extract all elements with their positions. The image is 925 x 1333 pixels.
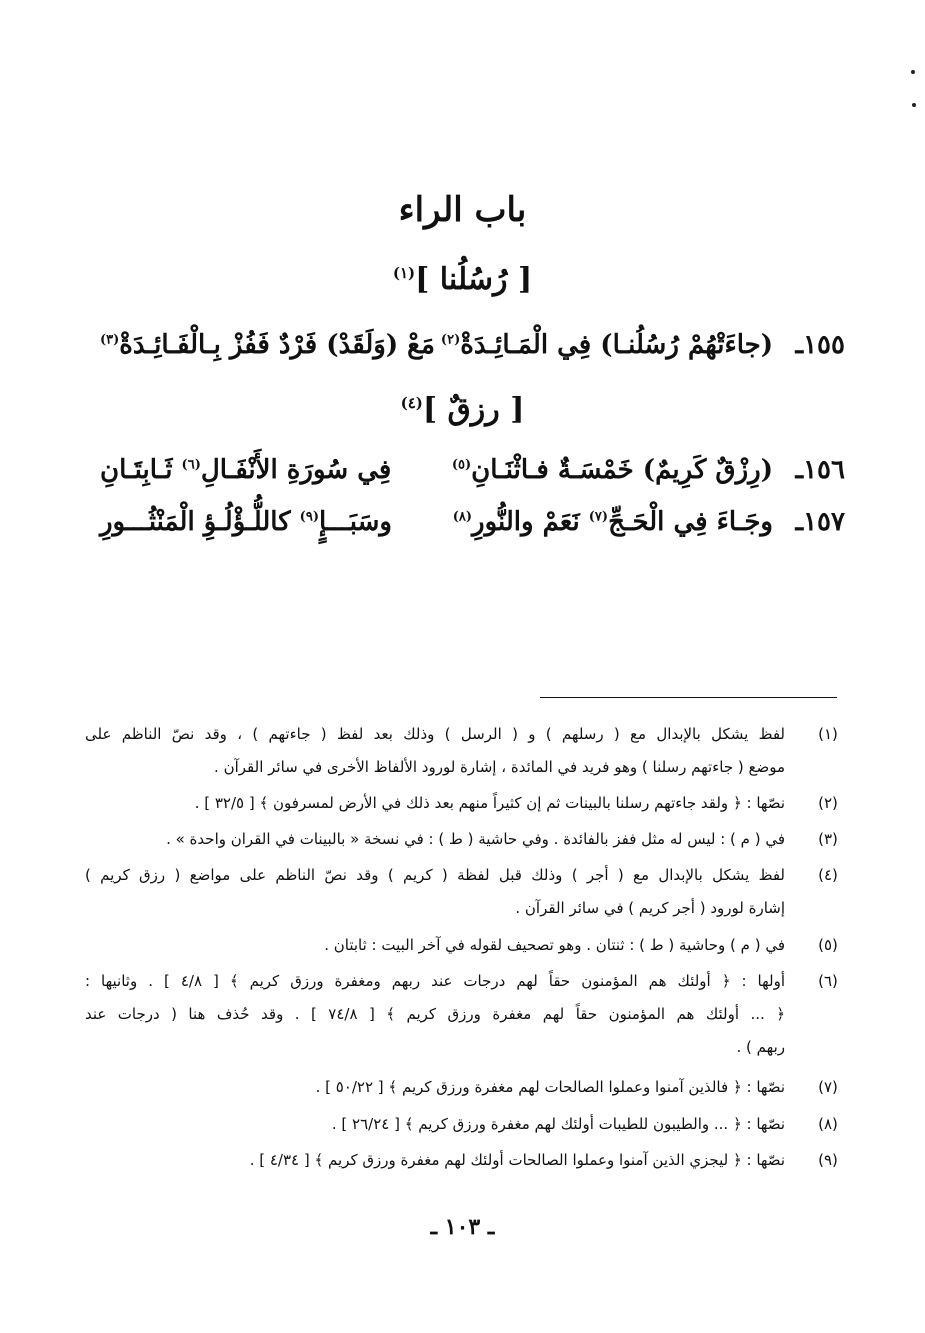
footnote-line: إشارة لورود ( أجر كريم ) في سائر القرآن . <box>515 899 785 917</box>
footnote-number: (٣) <box>818 830 838 848</box>
verse-first-hemistich <box>452 455 773 485</box>
footnote-line: ﴿ ... أولئك هم المؤمنون حقاً لهم مغفرة ورزق كريم ﴾ [ ٧٤/٨ ] . وقد حُذف هنا ( درجات عند <box>85 1005 785 1023</box>
footnote-number: (١) <box>818 725 838 743</box>
section-heading-rusulana <box>0 262 925 297</box>
page-number: ـ ١٠٣ ـ <box>430 1214 495 1240</box>
hemistich-text: فِي سُورَةِ الأَنْفَـالِ <box>200 455 392 485</box>
section-heading-rizq <box>0 392 925 427</box>
footnote-line: أولها : ﴿ أولئك هم المؤمنون حقاً لهم درجات عند ربهم ومغفرة ورزق كريم ﴾ [ ٤/٨ ] . وثانيها : <box>85 972 785 990</box>
verse-first-hemistich <box>441 330 773 360</box>
verse-second-hemistich <box>100 507 392 537</box>
verse-157 <box>100 507 845 551</box>
speck-mark <box>912 103 916 107</box>
footnote-text <box>85 1071 785 1104</box>
verse-first-hemistich <box>453 507 773 537</box>
verse-number: ١٥٦ـ <box>795 455 845 485</box>
footnote-number: (٩) <box>818 1151 838 1169</box>
footnote-number: (٤) <box>818 866 838 884</box>
footnote-line: في ( م ) وحاشية ( ط ) : ثنتان . وهو تصحيف لقوله في آخر البيت : ثابتان . <box>324 936 785 954</box>
chapter-title: باب الراء <box>398 190 527 230</box>
hemistich-text: نَعَمْ والنُّورِ <box>472 507 589 537</box>
verse-number: ١٥٥ـ <box>795 330 845 360</box>
footnote-ref: (٩) <box>299 509 319 525</box>
footnote-line: نصّها : ﴿ ولقد جاءتهم رسلنا بالبينات ثم إن كثيراً منهم بعد ذلك في الأرض لمسرفون ﴾ [ ٣٢/٥ ] . <box>194 794 785 812</box>
footnote-line: نصّها : ﴿ ... والطيبون للطيبات أولئك لهم مغفرة ورزق كريم ﴾ [ ٢٦/٢٤ ] . <box>331 1115 785 1133</box>
footnote-number: (٧) <box>818 1078 838 1096</box>
hemistich-text: (جاءَتْهُمْ رُسُلُنـا) فِي الْمَـائِـدَةْ <box>460 330 773 360</box>
footnote-text <box>85 787 785 820</box>
footnote-text <box>85 1144 785 1177</box>
verse-second-hemistich <box>100 455 391 485</box>
hemistich-text: (رِزْقٌ كَرِيمٌ) خَمْسَـةٌ فـاثْنَـانِ <box>471 455 773 485</box>
footnote-ref: (٤) <box>400 394 423 412</box>
verse-number: ١٥٧ـ <box>795 507 845 537</box>
speck-mark <box>911 70 915 74</box>
footnote-line: نصّها : ﴿ ليجزي الذين آمنوا وعملوا الصالحات أولئك لهم مغفرة ورزق كريم ﴾ [ ٤/٣٤ ] . <box>249 1151 785 1169</box>
footnote-text <box>85 859 785 925</box>
footnote-ref: (٦) <box>181 457 201 473</box>
footnote-text <box>85 929 785 962</box>
footnote-separator <box>540 697 837 698</box>
footnote-number: (٥) <box>818 936 838 954</box>
footnote-ref: (٨) <box>452 509 473 525</box>
footnote-line: لفظ يشكل بالإبدال مع ( رسلهم ) و ( الرسل ) وذلك بعد لفظ ( جاءتهم ) ، وقد نصّ الناظم على <box>85 725 785 743</box>
verse-156 <box>100 455 845 499</box>
footnote-text <box>85 823 785 856</box>
footnote-ref: (٢) <box>440 332 461 348</box>
footnote-line: نصّها : ﴿ فالذين آمنوا وعملوا الصالحات لهم مغفرة ورزق كريم ﴾ [ ٥٠/٢٢ ] . <box>315 1078 785 1096</box>
footnote-line: ربهم ) . <box>736 1038 785 1056</box>
footnote-ref: (٧) <box>588 509 609 525</box>
footnote-line: موضع ( جاءتهم رسلنا ) وهو فريد في المائدة ، إشارة لورود الألفاظ الأخرى في سائر القرآن . <box>214 758 785 776</box>
section-word: [ رُسُلُنا ] <box>415 262 533 297</box>
footnote-line: لفظ يشكل بالإبدال مع ( أجر ) وذلك قبل لفظة ( كريم ) وقد نصّ الناظم على مواضع ( رزق كريم ) <box>85 866 785 884</box>
verse-155 <box>100 330 845 374</box>
footnote-text <box>85 718 785 784</box>
footnote-ref: (٣) <box>100 332 120 348</box>
hemistich-text: ثَـابِتَـانِ <box>100 455 182 485</box>
footnote-number: (٢) <box>818 794 838 812</box>
footnote-ref: (٥) <box>451 457 472 473</box>
footnote-text <box>85 1108 785 1141</box>
footnote-text <box>85 965 785 1064</box>
hemistich-text: وسَبَـــإٍ <box>318 507 392 537</box>
hemistich-text: كاللُّـؤْلُـؤِ الْمَنْثُـــورِ <box>100 507 300 537</box>
footnote-line: في ( م ) : ليس له مثل ففز بالفائدة . وفي حاشية ( ط ) : في نسخة « بالبينات في القران واحدة » . <box>166 830 785 848</box>
hemistich-text: وجَـاءَ فِي الْحَـجِّ <box>608 507 773 537</box>
section-word: [ رزقٌ ] <box>422 392 525 427</box>
footnote-number: (٦) <box>818 972 838 990</box>
verse-second-hemistich <box>100 330 435 360</box>
footnote-number: (٨) <box>818 1115 838 1133</box>
footnote-ref: (١) <box>392 264 416 282</box>
hemistich-text: مَعْ (وَلَقَدْ) فَرْدٌ فَفُزْ بِـالْفَـائِـدَةْ <box>119 330 435 360</box>
